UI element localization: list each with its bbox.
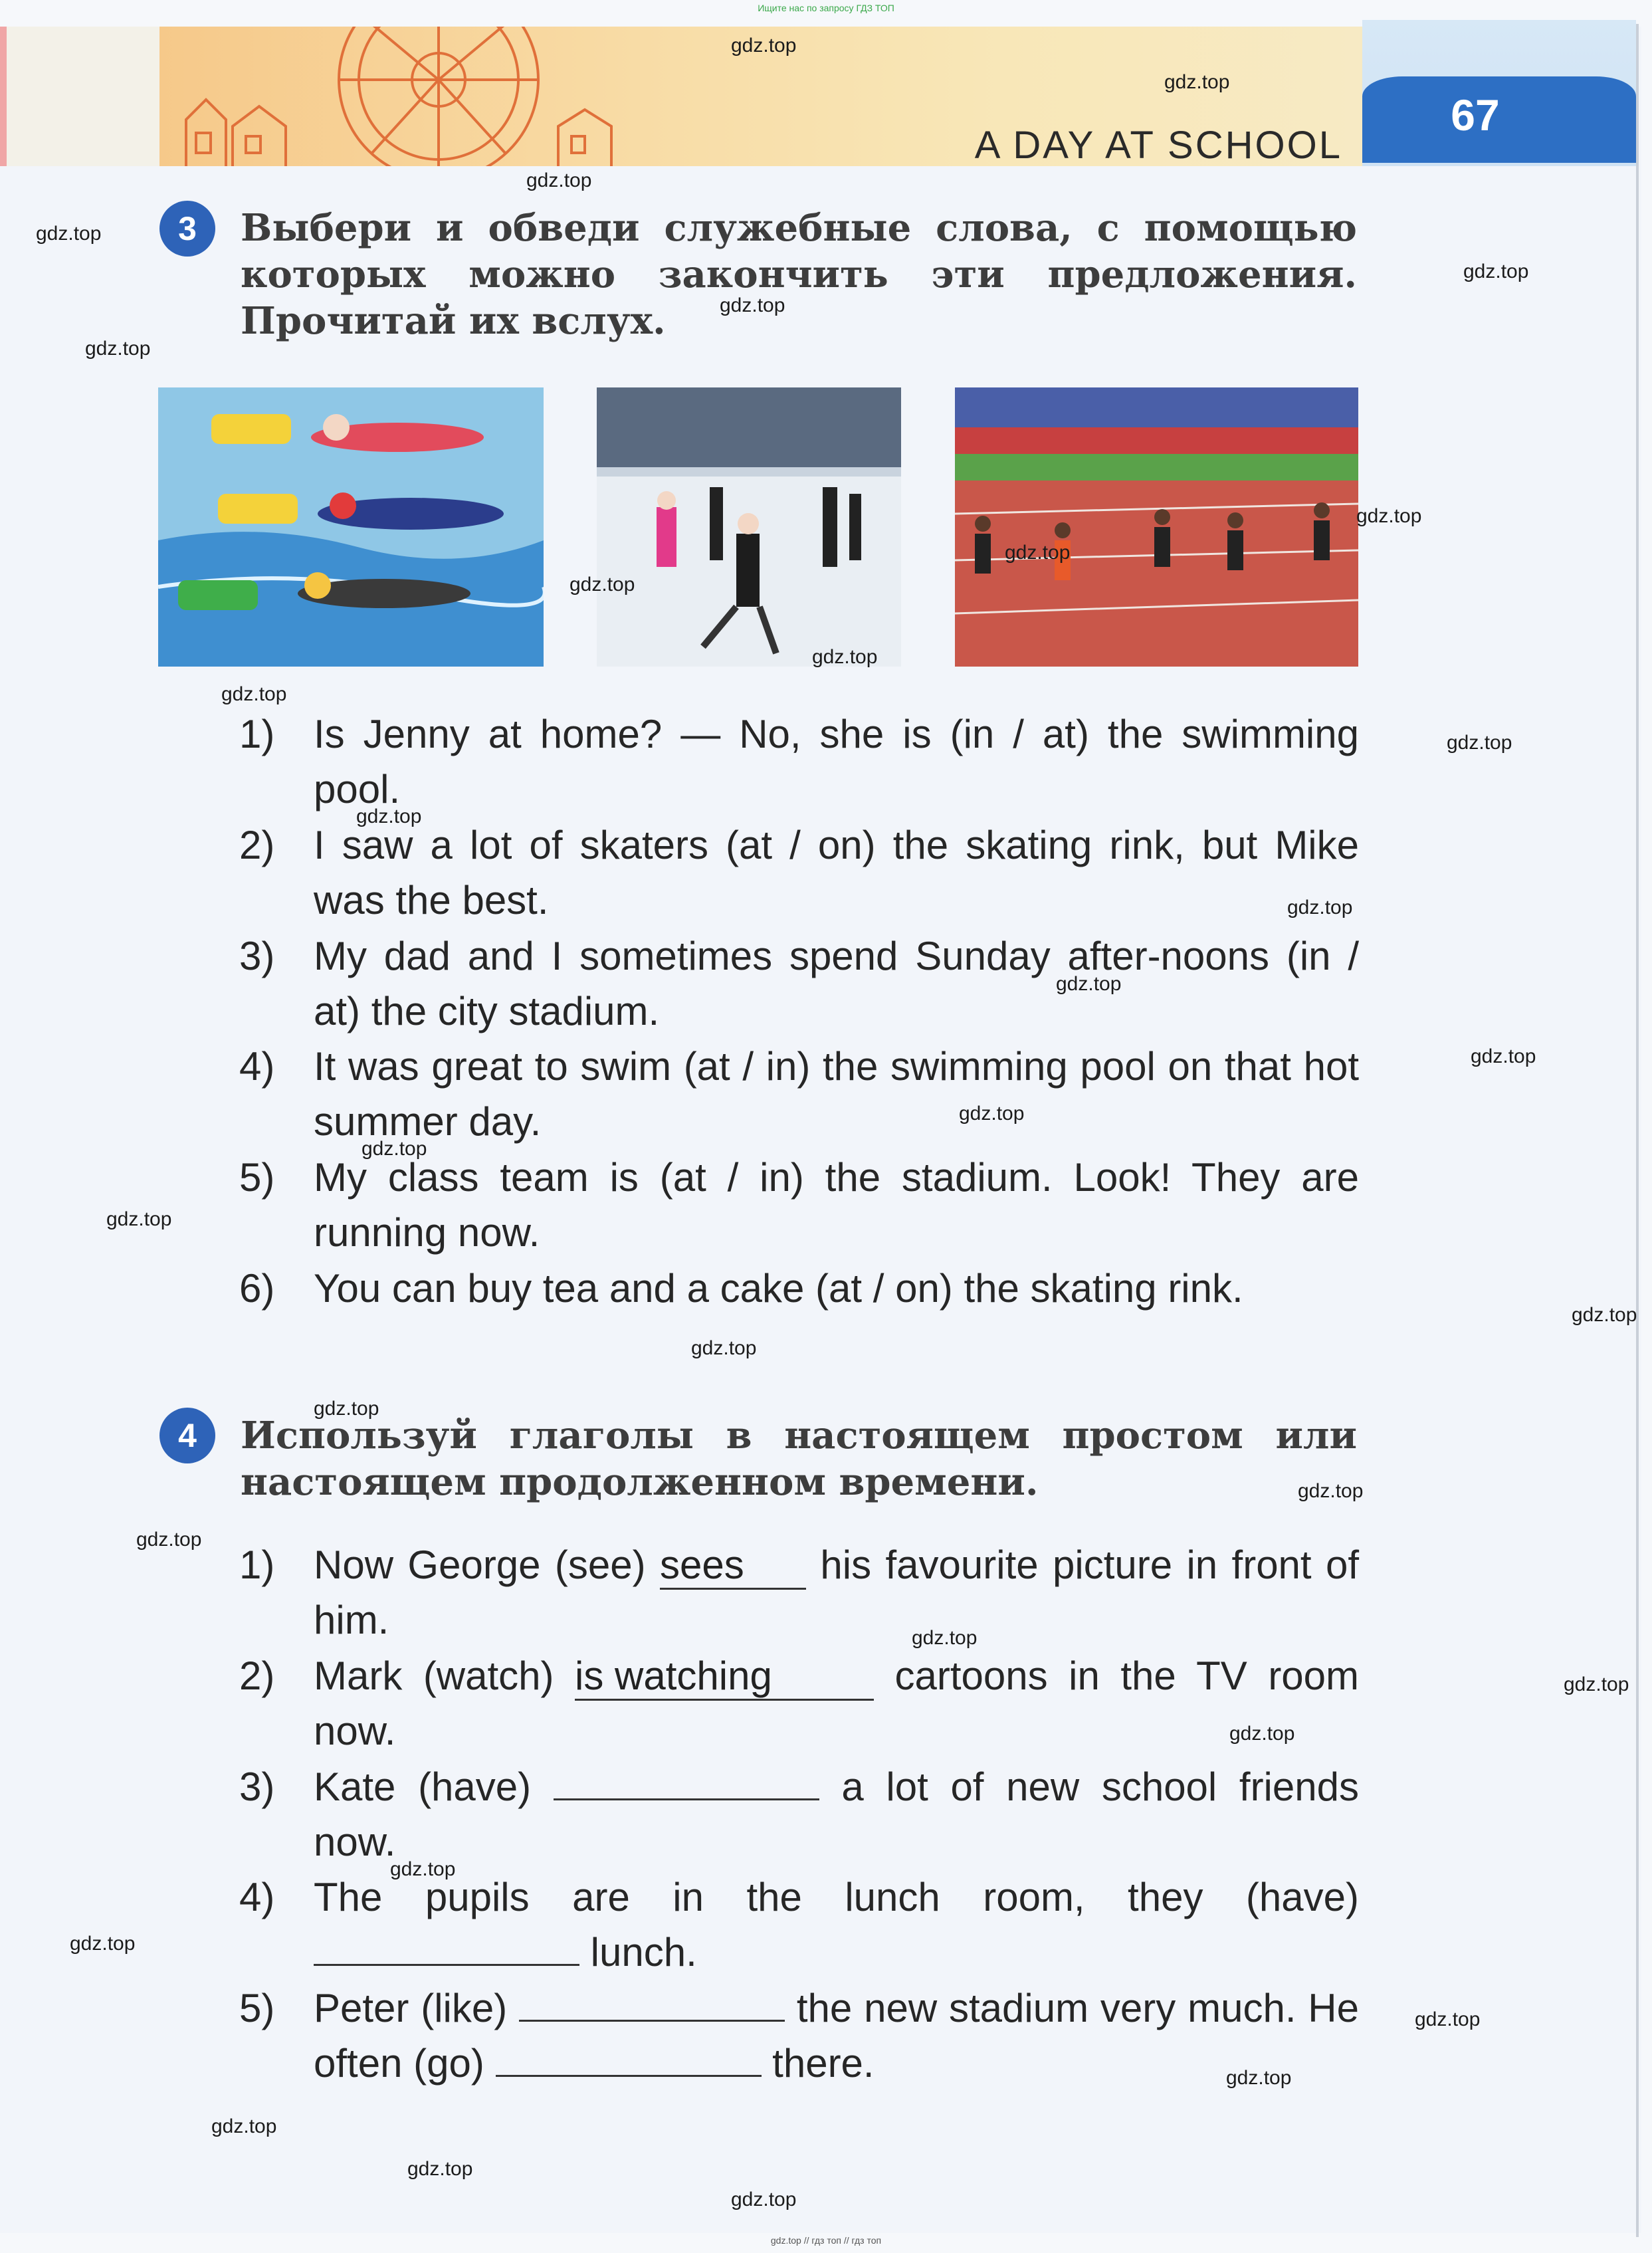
watermark: gdz.top: [1447, 732, 1512, 754]
item-number: 1): [239, 1543, 275, 1587]
watermark: gdz.top: [691, 1337, 757, 1359]
item-text-before: The pupils are in the lunch room, they (have): [314, 1875, 1359, 1919]
watermark: gdz.top: [136, 1529, 202, 1551]
watermark: gdz.top: [1356, 505, 1422, 527]
page-edge: [1636, 24, 1639, 2237]
watermark: gdz.top: [1298, 1480, 1364, 1502]
watermark: gdz.top: [1415, 2008, 1481, 2030]
watermark: gdz.top: [1572, 1304, 1637, 1326]
page-number: 67: [1451, 90, 1500, 140]
watermark: gdz.top: [106, 1208, 172, 1230]
watermark: gdz.top: [526, 169, 592, 191]
item-text-after: lunch.: [590, 1930, 697, 1975]
item-text-after: a lot of new school friends now.: [314, 1765, 1359, 1864]
item-number: 1): [239, 712, 275, 756]
watermark: gdz.top: [85, 338, 151, 360]
item-text-before: Peter (like): [314, 1986, 508, 2030]
watermark: gdz.top: [731, 2189, 797, 2210]
item-number: 4): [239, 1875, 275, 1919]
item-text-after: his favourite picture in front of him.: [314, 1543, 1360, 1642]
bottom-note: gdz.top // гдз топ // гдз топ: [770, 2235, 882, 2246]
exercise-4-badge: 4: [159, 1408, 215, 1463]
exercise-3-instruction: Выбери и обведи служебные слова, с помощью которых можно закончить эти предложения. Прочитай их вслух.: [241, 206, 1357, 343]
watermark: gdz.top: [1005, 542, 1071, 564]
watermark: gdz.top: [390, 1858, 456, 1880]
watermark: gdz.top: [356, 805, 422, 827]
watermark: gdz.top: [1463, 261, 1529, 282]
watermark: gdz.top: [1564, 1673, 1629, 1695]
item-number: 2): [239, 823, 275, 867]
answer-blank[interactable]: [314, 1964, 579, 1966]
watermark: gdz.top: [959, 1103, 1025, 1125]
watermark: gdz.top: [1229, 1723, 1295, 1745]
watermark: gdz.top: [70, 1933, 136, 1955]
watermark: gdz.top: [1287, 897, 1353, 918]
stadium-running-photo: [955, 387, 1358, 667]
top-note: Ищите нас по запросу ГДЗ ТОП: [758, 3, 894, 13]
header-stripe: [0, 27, 7, 166]
exercise-3-badge: 3: [159, 201, 215, 257]
item-text-before: Mark (watch): [314, 1654, 554, 1698]
watermark: gdz.top: [36, 223, 102, 245]
ferris-wheel-illustration: [159, 27, 665, 166]
item-text: Is Jenny at home? — No, she is (in / at) the swimming pool.: [314, 712, 1359, 811]
watermark: gdz.top: [1471, 1045, 1536, 1067]
watermark: gdz.top: [720, 294, 785, 316]
item-number: 5): [239, 1155, 275, 1200]
item-text-before: Kate (have): [314, 1765, 532, 1809]
item-text: I saw a lot of skaters (at / on) the skating rink, but Mike was the best.: [314, 823, 1359, 922]
header-left-panel: [0, 27, 159, 166]
watermark: gdz.top: [221, 683, 287, 705]
answer-blank[interactable]: sees: [660, 1543, 806, 1590]
unit-title: A DAY AT SCHOOL: [974, 124, 1342, 167]
answer-blank[interactable]: is watching: [575, 1654, 874, 1701]
item-text-after: cartoons in the TV room now.: [314, 1654, 1360, 1753]
item-number: 6): [239, 1266, 275, 1311]
item-text-before: Now George (see): [314, 1543, 646, 1587]
watermark: gdz.top: [314, 1398, 379, 1420]
answer-blank-2[interactable]: [496, 2075, 762, 2077]
watermark: gdz.top: [731, 35, 797, 56]
watermark: gdz.top: [361, 1138, 427, 1160]
skating-rink-photo: [597, 387, 901, 667]
item-number: 4): [239, 1044, 275, 1089]
item-number: 2): [239, 1654, 275, 1698]
item-text: My class team is (at / in) the stadium. Look! They are running now.: [314, 1155, 1359, 1255]
watermark: gdz.top: [912, 1627, 978, 1649]
watermark: gdz.top: [812, 646, 878, 668]
answer-blank[interactable]: [519, 2020, 785, 2022]
watermark: gdz.top: [1226, 2067, 1292, 2089]
answer-blank[interactable]: [554, 1798, 819, 1800]
item-text-after: there.: [772, 2041, 875, 2086]
swimming-photo: [158, 387, 544, 667]
item-text: It was great to swim (at / in) the swimming pool on that hot summer day.: [314, 1044, 1359, 1144]
item-text: You can buy tea and a cake (at / on) the skating rink.: [314, 1266, 1243, 1311]
item-number: 5): [239, 1986, 275, 2030]
item-text-middle: the new stadium very much. He often (go): [314, 1986, 1360, 2086]
watermark: gdz.top: [1056, 973, 1122, 995]
watermark: gdz.top: [1164, 71, 1230, 93]
item-number: 3): [239, 1765, 275, 1809]
watermark: gdz.top: [211, 2115, 277, 2137]
exercise-4-instruction: Используй глаголы в настоящем простом или настоящем продолженном времени.: [241, 1414, 1357, 1504]
item-number: 3): [239, 934, 275, 978]
watermark: gdz.top: [569, 574, 635, 595]
item-text: My dad and I sometimes spend Sunday after-noons (in / at) the city stadium.: [314, 934, 1359, 1033]
watermark: gdz.top: [407, 2158, 473, 2180]
